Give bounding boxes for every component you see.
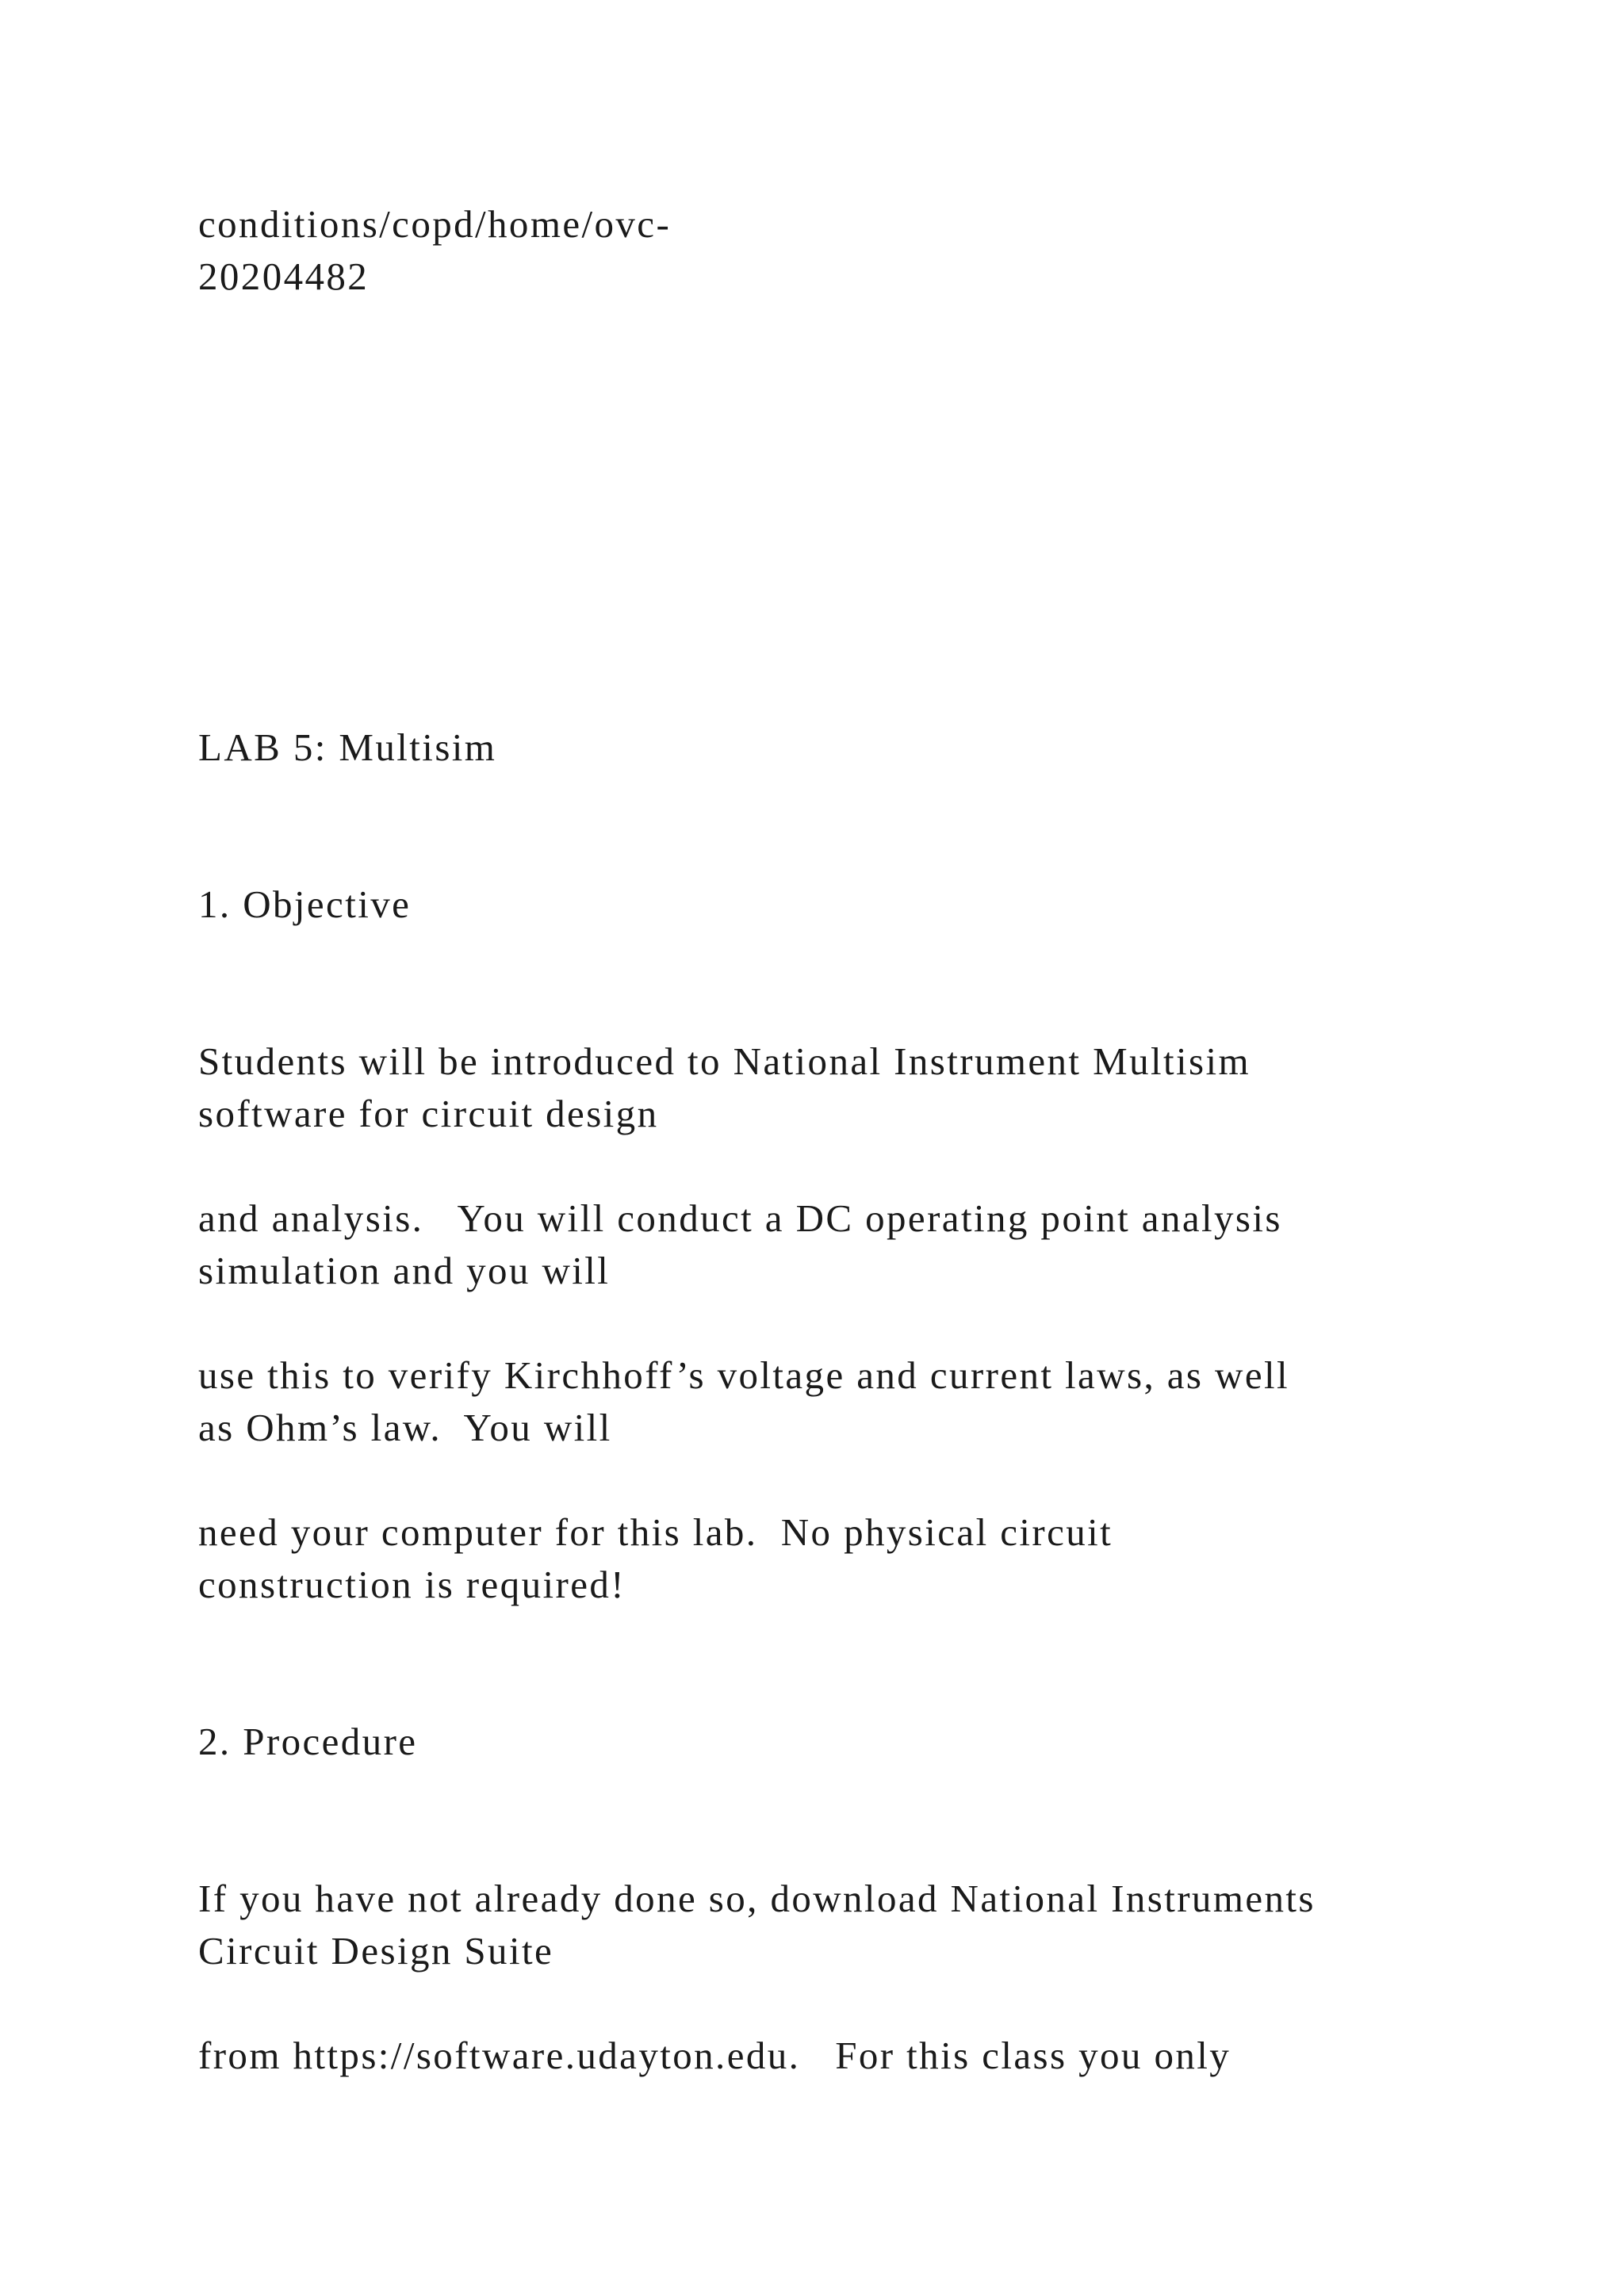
paragraph-line: and analysis. You will conduct a DC operating point analysis (198, 1196, 1282, 1240)
paragraph-line: Students will be introduced to National Instrument Multisim (198, 1039, 1251, 1083)
paragraph-line: from https://software.udayton.edu. For this class you only (198, 2034, 1231, 2077)
paragraph-line: need your computer for this lab. No physical circuit (198, 1510, 1113, 1554)
paragraph-line: use this to verify Kirchhoff’s voltage and current laws, as well (198, 1353, 1289, 1397)
paragraph-line: as Ohm’s law. You will (198, 1406, 612, 1449)
paragraph-line: Circuit Design Suite (198, 1929, 554, 1973)
header-line: 20204482 (198, 254, 370, 298)
lab-title: LAB 5: Multisim (198, 725, 497, 769)
objective-heading: 1. Objective (198, 882, 412, 926)
paragraph-line: software for circuit design (198, 1092, 659, 1135)
procedure-heading: 2. Procedure (198, 1720, 418, 1763)
paragraph-line: construction is required! (198, 1563, 626, 1606)
paragraph-line: If you have not already done so, download National Instruments (198, 1877, 1316, 1920)
header-line: conditions/copd/home/ovc- (198, 202, 672, 246)
paragraph-line: simulation and you will (198, 1249, 611, 1292)
